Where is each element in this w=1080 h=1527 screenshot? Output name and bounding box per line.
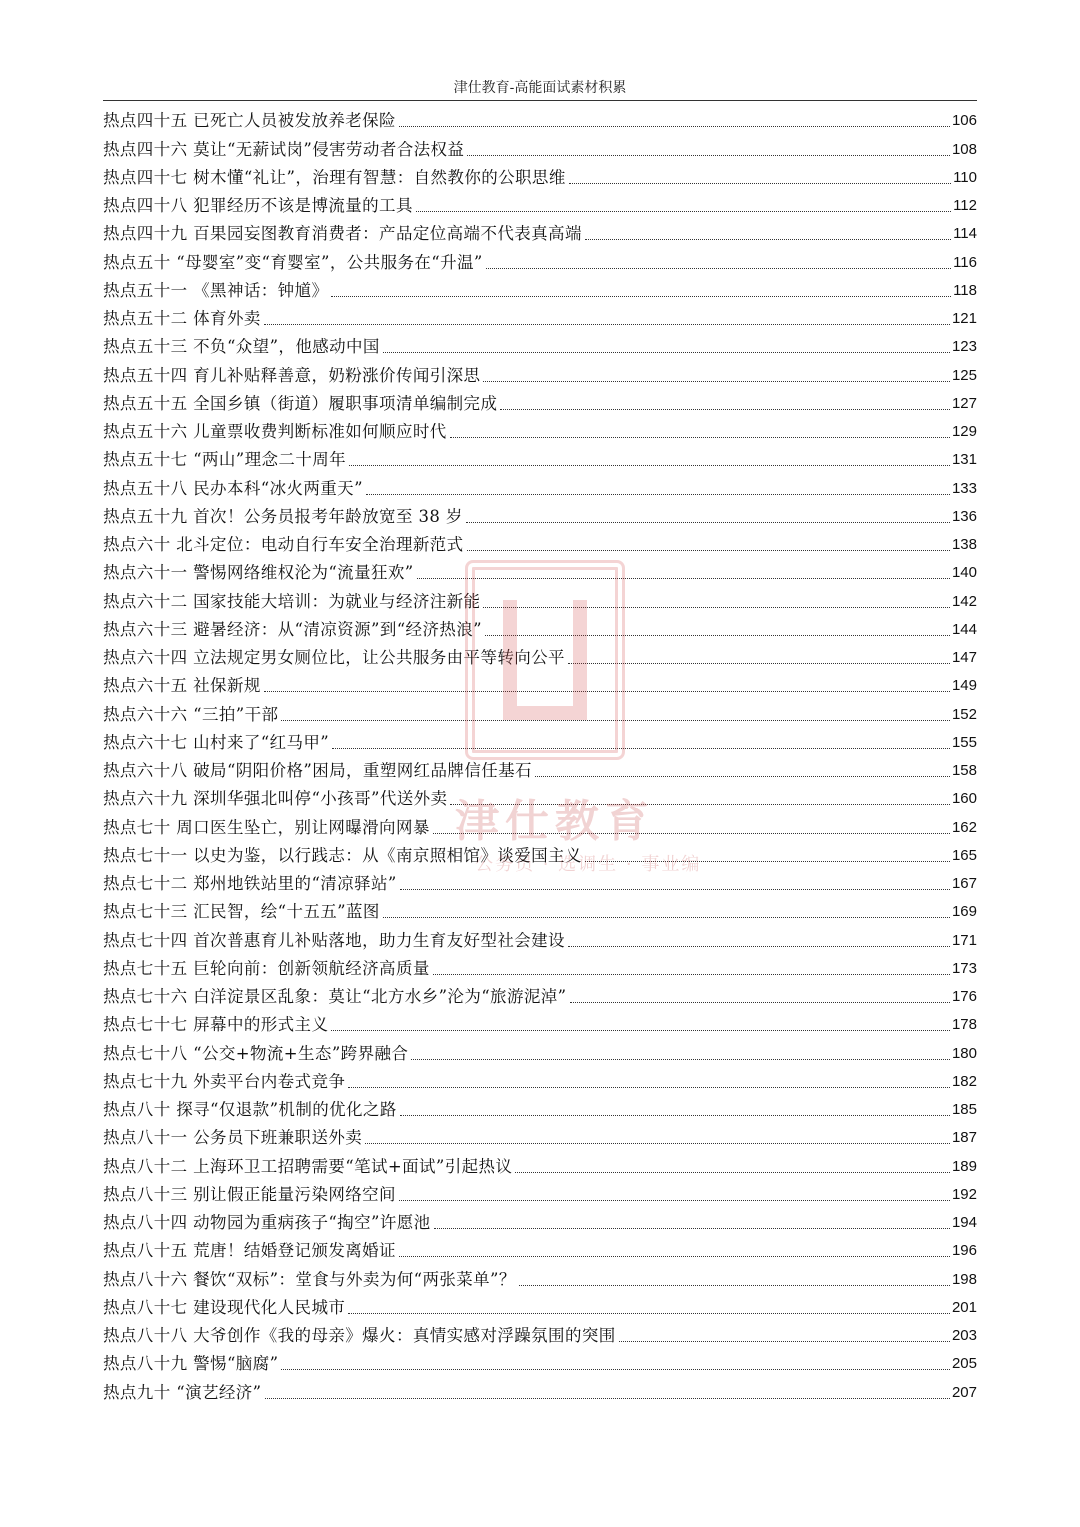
toc-dot-leader <box>433 974 950 975</box>
toc-entry[interactable] <box>103 613 977 641</box>
toc-entry[interactable] <box>103 1036 977 1064</box>
toc-entry-title: 热点五十五 全国乡镇（街道）履职事项清单编制完成 <box>103 393 498 413</box>
toc-entry-title: 热点八十八 大爷创作《我的母亲》爆火：真情实感对浮躁氛围的突围 <box>103 1326 616 1345</box>
toc-entry-title: 热点八十四 动物园为重病孩子“掏空”许愿池 <box>103 1213 431 1232</box>
toc-entry[interactable] <box>103 132 977 160</box>
toc-entry[interactable] <box>103 1291 977 1319</box>
toc-dot-leader <box>568 946 950 947</box>
toc-entry-title: 热点六十一 警惕网络维权沦为“流量狂欢” <box>103 563 414 583</box>
toc-dot-leader <box>483 381 950 382</box>
toc-entry-page-number: 176 <box>951 988 977 1005</box>
toc-entry-page-number: 165 <box>951 846 977 864</box>
toc-entry-page-number: 144 <box>951 620 977 638</box>
toc-entry[interactable] <box>103 980 977 1008</box>
toc-dot-leader <box>467 155 950 156</box>
toc-entry[interactable] <box>103 867 977 895</box>
toc-entry-page-number: 152 <box>951 705 977 723</box>
toc-entry-title: 热点六十四 立法规定男女厕位比，让公共服务由平等转向公平 <box>103 648 565 667</box>
toc-entry-page-number: 116 <box>953 253 977 271</box>
toc-entry-title: 热点八十一 公务员下班兼职送外卖 <box>103 1128 363 1148</box>
toc-entry-title: 热点六十三 避暑经济：从“清凉资源”到“经济热浪” <box>103 619 482 639</box>
toc-entry-title: 热点六十五 社保新规 <box>103 676 261 696</box>
toc-dot-leader <box>569 183 951 184</box>
toc-dot-leader <box>331 1030 950 1031</box>
toc-entry-title: 热点七十二 郑州地铁站里的“清凉驿站” <box>103 874 397 893</box>
toc-entry-page-number: 178 <box>951 1016 977 1034</box>
toc-entry-title: 热点七十五 巨轮向前：创新领航经济高质量 <box>103 958 430 978</box>
watermark-tagline: 公务员 · 选调生 · 事业编 <box>475 854 702 875</box>
toc-entry[interactable] <box>103 471 977 499</box>
toc-entry-page-number: 127 <box>951 394 977 412</box>
toc-entry[interactable] <box>103 1178 977 1206</box>
toc-entry-page-number: 155 <box>951 733 977 751</box>
toc-entry-page-number: 129 <box>951 423 977 440</box>
toc-entry[interactable] <box>103 556 977 584</box>
toc-entry-page-number: 180 <box>951 1044 977 1062</box>
toc-dot-leader <box>466 522 950 523</box>
toc-dot-leader <box>519 1285 950 1286</box>
toc-entry[interactable] <box>103 274 977 302</box>
toc-entry[interactable] <box>103 358 977 386</box>
toc-dot-leader <box>467 550 950 551</box>
toc-entry-page-number: 110 <box>953 168 977 186</box>
toc-entry[interactable] <box>103 1149 977 1177</box>
toc-dot-leader <box>349 465 950 466</box>
toc-entry-title: 热点八十九 警惕“脑腐” <box>103 1354 279 1374</box>
toc-entry-title: 热点五十一 《黑神话：钟馗》 <box>103 280 329 300</box>
toc-dot-leader <box>486 268 951 269</box>
toc-entry[interactable] <box>103 1375 977 1403</box>
toc-entry-title: 热点六十七 山村来了“红马甲” <box>103 732 330 752</box>
toc-dot-leader <box>417 578 950 579</box>
toc-entry[interactable] <box>103 387 977 415</box>
toc-entry-title: 热点五十二 体育外卖 <box>103 309 261 328</box>
toc-entry[interactable] <box>103 782 977 810</box>
toc-entry[interactable] <box>103 1008 977 1036</box>
toc-entry[interactable] <box>103 217 977 245</box>
toc-dot-leader <box>332 748 950 749</box>
toc-entry-page-number: 121 <box>951 310 977 327</box>
toc-entry[interactable] <box>103 1093 977 1121</box>
toc-entry[interactable] <box>103 189 977 217</box>
toc-entry-title: 热点五十四 育儿补贴释善意，奶粉涨价传闻引深思 <box>103 365 481 385</box>
toc-entry-title: 热点五十六 儿童票收费判断标准如何顺应时代 <box>103 422 447 441</box>
toc-entry-title: 热点五十 “母婴室”变“育婴室”，公共服务在“升温” <box>103 252 483 272</box>
toc-dot-leader <box>433 833 950 834</box>
toc-entry[interactable] <box>103 104 977 132</box>
toc-dot-leader <box>365 1143 950 1144</box>
toc-entry-title: 热点四十五 已死亡人员被发放养老保险 <box>103 111 396 131</box>
toc-entry[interactable] <box>103 1234 977 1262</box>
toc-entry-title: 热点七十四 首次普惠育儿补贴落地，助力生育友好型社会建设 <box>103 930 565 950</box>
toc-dot-leader <box>281 720 950 721</box>
toc-entry-title: 热点八十五 荒唐！结婚登记颁发离婚证 <box>103 1241 396 1261</box>
toc-entry[interactable] <box>103 161 977 189</box>
toc-entry[interactable] <box>103 1121 977 1149</box>
toc-entry[interactable] <box>103 754 977 782</box>
toc-dot-leader <box>264 691 950 692</box>
toc-entry-title: 热点四十八 犯罪经历不该是博流量的工具 <box>103 196 413 215</box>
toc-dot-leader <box>411 1059 950 1060</box>
toc-dot-leader <box>348 1313 950 1314</box>
toc-entry-page-number: 160 <box>951 790 977 808</box>
toc-entry[interactable] <box>103 584 977 612</box>
toc-entry-title: 热点四十六 莫让“无薪试岗”侵害劳动者合法权益 <box>103 139 465 159</box>
toc-entry-title: 热点六十二 国家技能大培训：为就业与经济注新能 <box>103 591 481 611</box>
toc-dot-leader <box>568 663 950 664</box>
toc-entry-title: 热点九十 “演艺经济” <box>103 1382 262 1402</box>
toc-entry[interactable] <box>103 302 977 330</box>
toc-entry-page-number: 125 <box>951 366 977 384</box>
page-header: 津仕教育-高能面试素材积累 <box>103 76 977 101</box>
toc-entry-title: 热点七十 周口医生坠亡，别让网曝滑向网暴 <box>103 817 430 837</box>
toc-dot-leader <box>399 1256 950 1257</box>
toc-entry[interactable] <box>103 443 977 471</box>
toc-entry[interactable] <box>103 810 977 838</box>
toc-entry-page-number: 140 <box>951 564 977 582</box>
toc-entry-page-number: 205 <box>951 1355 977 1373</box>
toc-entry[interactable] <box>103 500 977 528</box>
table-of-contents <box>103 104 977 1404</box>
toc-entry-page-number: 118 <box>953 281 977 299</box>
toc-entry-page-number: 196 <box>951 1242 977 1260</box>
toc-entry-page-number: 185 <box>951 1101 977 1118</box>
toc-entry-title: 热点八十七 建设现代化人民城市 <box>103 1297 346 1317</box>
toc-entry-page-number: 149 <box>951 677 977 695</box>
toc-dot-leader <box>450 437 950 438</box>
toc-entry-title: 热点七十三 汇民智，绘“十五五”蓝图 <box>103 902 380 922</box>
toc-entry-page-number: 131 <box>951 451 977 469</box>
toc-dot-leader <box>416 211 951 212</box>
toc-entry-page-number: 147 <box>951 649 977 666</box>
toc-dot-leader <box>399 1200 950 1201</box>
toc-entry-title: 热点五十八 民办本科“冰火两重天” <box>103 478 363 498</box>
toc-entry-page-number: 138 <box>951 536 977 553</box>
toc-dot-leader <box>399 126 950 127</box>
toc-entry-title: 热点六十八 破局“阴阳价格”困局，重塑网红品牌信任基石 <box>103 761 532 780</box>
toc-dot-leader <box>383 917 950 918</box>
toc-entry-page-number: 106 <box>951 112 977 130</box>
toc-entry[interactable] <box>103 641 977 669</box>
toc-entry[interactable] <box>103 415 977 443</box>
toc-entry[interactable] <box>103 1206 977 1234</box>
toc-entry[interactable] <box>103 952 977 980</box>
toc-dot-leader <box>265 1398 950 1399</box>
toc-entry-page-number: 201 <box>951 1298 977 1316</box>
toc-dot-leader <box>400 1115 950 1116</box>
toc-entry-title: 热点七十一 以史为鉴，以行践志：从《南京照相馆》谈爱国主义 <box>103 845 582 865</box>
toc-dot-leader <box>500 409 950 410</box>
toc-entry-title: 热点四十九 百果园妄图教育消费者：产品定位高端不代表真高端 <box>103 224 582 244</box>
toc-entry-page-number: 108 <box>951 140 977 158</box>
toc-entry[interactable] <box>103 923 977 951</box>
toc-entry-title: 热点七十八 “公交+物流+生态”跨界融合 <box>103 1043 409 1063</box>
toc-entry[interactable] <box>103 330 977 358</box>
toc-dot-leader <box>585 239 951 240</box>
toc-dot-leader <box>366 494 950 495</box>
toc-dot-leader <box>483 607 950 608</box>
toc-entry-page-number: 158 <box>951 762 977 779</box>
toc-dot-leader <box>570 1002 950 1003</box>
toc-entry[interactable] <box>103 669 977 697</box>
toc-entry[interactable] <box>103 1347 977 1375</box>
toc-entry-title: 热点七十六 白洋淀景区乱象：莫让“北方水乡”沦为“旅游泥淖” <box>103 987 567 1006</box>
toc-entry-page-number: 194 <box>951 1214 977 1231</box>
toc-dot-leader <box>434 1228 950 1229</box>
toc-dot-leader <box>535 776 950 777</box>
toc-entry[interactable] <box>103 726 977 754</box>
toc-entry-page-number: 189 <box>951 1157 977 1175</box>
toc-entry-page-number: 123 <box>951 338 977 356</box>
toc-entry-page-number: 187 <box>951 1129 977 1147</box>
toc-entry[interactable] <box>103 1065 977 1093</box>
toc-dot-leader <box>585 861 950 862</box>
toc-entry-title: 热点六十 北斗定位：电动自行车安全治理新范式 <box>103 535 464 554</box>
toc-dot-leader <box>348 1087 950 1088</box>
toc-entry-page-number: 167 <box>951 875 977 892</box>
toc-entry-page-number: 114 <box>953 225 977 243</box>
toc-dot-leader <box>264 324 950 325</box>
toc-dot-leader <box>331 296 951 297</box>
toc-entry[interactable] <box>103 1319 977 1347</box>
toc-entry-title: 热点七十七 屏幕中的形式主义 <box>103 1015 329 1035</box>
toc-dot-leader <box>485 635 950 636</box>
toc-entry-page-number: 133 <box>951 479 977 497</box>
toc-entry-title: 热点六十六 “三拍”干部 <box>103 704 279 724</box>
toc-entry-title: 热点八十六 餐饮“双标”：堂食与外卖为何“两张菜单”？ <box>103 1269 516 1289</box>
toc-entry-page-number: 136 <box>951 507 977 525</box>
toc-entry-title: 热点八十二 上海环卫工招聘需要“笔试+面试”引起热议 <box>103 1156 513 1176</box>
toc-entry-title: 热点五十七 “两山”理念二十周年 <box>103 450 347 470</box>
toc-dot-leader <box>619 1341 950 1342</box>
toc-dot-leader <box>383 352 950 353</box>
toc-entry-title: 热点六十九 深圳华强北叫停“小孩哥”代送外卖 <box>103 789 448 809</box>
toc-entry-page-number: 171 <box>951 931 977 949</box>
toc-entry-page-number: 203 <box>951 1327 977 1344</box>
toc-entry-title: 热点八十 探寻“仅退款”机制的优化之路 <box>103 1100 397 1119</box>
toc-entry-page-number: 162 <box>951 818 977 836</box>
toc-entry-page-number: 112 <box>953 197 977 214</box>
toc-entry[interactable] <box>103 245 977 273</box>
toc-entry-page-number: 169 <box>951 903 977 921</box>
toc-entry-page-number: 182 <box>951 1072 977 1090</box>
toc-entry-page-number: 207 <box>951 1383 977 1401</box>
toc-entry[interactable] <box>103 697 977 725</box>
toc-entry-page-number: 192 <box>951 1185 977 1203</box>
toc-dot-leader <box>400 889 950 890</box>
toc-entry[interactable] <box>103 839 977 867</box>
toc-dot-leader <box>281 1369 950 1370</box>
toc-entry[interactable] <box>103 528 977 556</box>
toc-entry-page-number: 142 <box>951 592 977 610</box>
toc-dot-leader <box>450 804 950 805</box>
watermark-brand: 津仕教育 <box>455 796 655 847</box>
toc-entry-title: 热点七十九 外卖平台内卷式竞争 <box>103 1071 346 1091</box>
toc-entry[interactable] <box>103 1262 977 1290</box>
toc-entry-title: 热点五十三 不负“众望”，他感动中国 <box>103 337 380 357</box>
toc-entry-page-number: 173 <box>951 959 977 977</box>
toc-entry-title: 热点八十三 别让假正能量污染网络空间 <box>103 1184 396 1204</box>
toc-entry[interactable] <box>103 895 977 923</box>
toc-dot-leader <box>515 1172 950 1173</box>
toc-entry-page-number: 198 <box>951 1270 977 1288</box>
toc-entry-title: 热点五十九 首次！公务员报考年龄放宽至 38 岁 <box>103 506 463 526</box>
toc-entry-title: 热点四十七 树木懂“礼让”，治理有智慧：自然教你的公职思维 <box>103 167 566 187</box>
